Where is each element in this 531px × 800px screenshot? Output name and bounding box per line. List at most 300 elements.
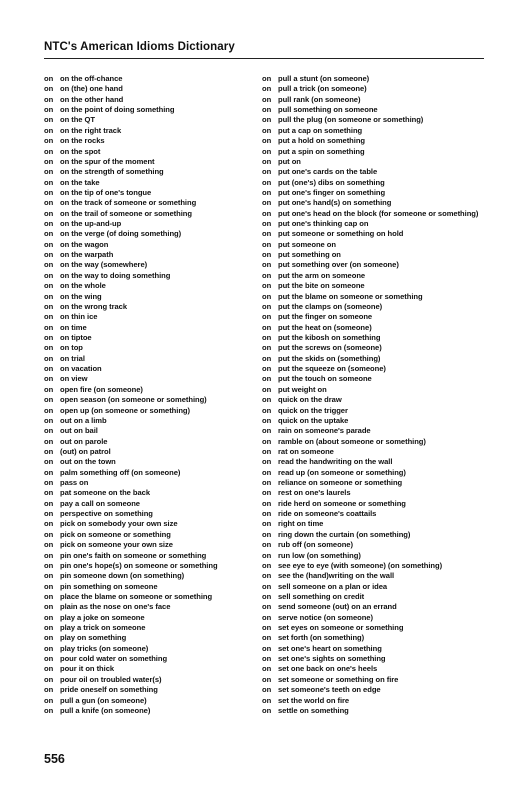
index-phrase: put one's hand(s) on something bbox=[278, 198, 392, 208]
index-keyword: on bbox=[262, 281, 272, 291]
index-keyword: on bbox=[44, 208, 54, 218]
index-entry bbox=[44, 312, 289, 322]
index-entry bbox=[44, 675, 289, 685]
index-phrase: see the (hand)writing on the wall bbox=[278, 571, 395, 581]
index-entry bbox=[262, 250, 507, 260]
index-entry bbox=[262, 551, 507, 561]
index-entry bbox=[44, 115, 289, 125]
index-phrase: pick on someone or something bbox=[60, 529, 171, 539]
index-keyword: on bbox=[262, 695, 272, 705]
index-phrase: put the blame on someone or something bbox=[278, 291, 423, 301]
index-phrase: serve notice (on someone) bbox=[278, 612, 373, 622]
index-keyword: on bbox=[44, 654, 54, 664]
index-phrase: on the right track bbox=[60, 125, 122, 135]
index-phrase: pick on someone your own size bbox=[60, 540, 173, 550]
index-entry bbox=[262, 126, 507, 136]
index-entry bbox=[262, 664, 507, 674]
index-keyword: on bbox=[262, 550, 272, 560]
index-phrase: on the other hand bbox=[60, 94, 124, 104]
index-phrase: set one's sights on something bbox=[278, 654, 386, 664]
index-entry bbox=[262, 219, 507, 229]
index-phrase: on the rocks bbox=[60, 136, 105, 146]
index-entry bbox=[262, 115, 507, 125]
index-phrase: out on parole bbox=[60, 436, 108, 446]
index-phrase: palm something off (on someone) bbox=[60, 467, 181, 477]
index-keyword: on bbox=[262, 125, 272, 135]
index-phrase: set someone's teeth on edge bbox=[278, 685, 381, 695]
index-phrase: on time bbox=[60, 322, 87, 332]
index-entry bbox=[262, 633, 507, 643]
index-keyword: on bbox=[262, 674, 272, 684]
index-entry bbox=[44, 457, 289, 467]
index-phrase: on the tip of one's tongue bbox=[60, 187, 152, 197]
index-phrase: ring down the curtain (on something) bbox=[278, 529, 411, 539]
index-keyword: on bbox=[262, 415, 272, 425]
index-entry bbox=[44, 354, 289, 364]
index-phrase: on the QT bbox=[60, 115, 95, 125]
index-phrase: set the world on fire bbox=[278, 695, 350, 705]
index-entry bbox=[44, 706, 289, 716]
index-keyword: on bbox=[262, 602, 272, 612]
index-keyword: on bbox=[262, 115, 272, 125]
index-phrase: put the bite on someone bbox=[278, 281, 365, 291]
index-phrase: perspective on something bbox=[60, 509, 153, 519]
index-keyword: on bbox=[44, 591, 54, 601]
index-keyword: on bbox=[44, 581, 54, 591]
index-entry bbox=[44, 84, 289, 94]
index-keyword: on bbox=[262, 581, 272, 591]
index-entry bbox=[44, 302, 289, 312]
index-keyword: on bbox=[262, 219, 272, 229]
index-phrase: play a joke on someone bbox=[60, 612, 145, 622]
index-entry bbox=[262, 499, 507, 509]
index-keyword: on bbox=[262, 384, 272, 394]
index-phrase: ride herd on someone or something bbox=[278, 498, 406, 508]
index-keyword: on bbox=[44, 332, 54, 342]
index-phrase: on the wagon bbox=[60, 239, 109, 249]
index-keyword: on bbox=[262, 705, 272, 715]
index-keyword: on bbox=[262, 374, 272, 384]
index-entry bbox=[262, 644, 507, 654]
index-keyword: on bbox=[262, 198, 272, 208]
index-entry bbox=[44, 696, 289, 706]
index-entry bbox=[262, 385, 507, 395]
index-keyword: on bbox=[44, 384, 54, 394]
index-keyword: on bbox=[44, 685, 54, 695]
index-entry bbox=[44, 198, 289, 208]
index-phrase: on the up-and-up bbox=[60, 219, 122, 229]
index-entry bbox=[44, 395, 289, 405]
index-entry bbox=[262, 571, 507, 581]
index-keyword: on bbox=[262, 685, 272, 695]
index-entry bbox=[262, 561, 507, 571]
index-keyword: on bbox=[44, 198, 54, 208]
index-entry bbox=[44, 623, 289, 633]
index-entry bbox=[262, 457, 507, 467]
index-entry bbox=[44, 136, 289, 146]
index-entry bbox=[44, 95, 289, 105]
index-entry bbox=[44, 385, 289, 395]
index-entry bbox=[44, 582, 289, 592]
index-keyword: on bbox=[262, 529, 272, 539]
index-phrase: reliance on someone or something bbox=[278, 478, 403, 488]
index-entry bbox=[44, 654, 289, 664]
index-entry bbox=[262, 364, 507, 374]
index-entry bbox=[262, 437, 507, 447]
index-keyword: on bbox=[44, 239, 54, 249]
index-keyword: on bbox=[262, 643, 272, 653]
index-entry bbox=[262, 105, 507, 115]
index-entry bbox=[262, 540, 507, 550]
index-keyword: on bbox=[262, 426, 272, 436]
index-entry bbox=[262, 157, 507, 167]
index-keyword: on bbox=[44, 509, 54, 519]
index-phrase: out on the town bbox=[60, 457, 116, 467]
index-phrase: pull rank (on someone) bbox=[278, 94, 361, 104]
index-keyword: on bbox=[44, 146, 54, 156]
index-phrase: on the way (somewhere) bbox=[60, 260, 148, 270]
index-phrase: quick on the uptake bbox=[278, 415, 349, 425]
index-keyword: on bbox=[44, 301, 54, 311]
index-phrase: put the kibosh on something bbox=[278, 332, 381, 342]
index-phrase: on vacation bbox=[60, 364, 102, 374]
index-entry bbox=[44, 437, 289, 447]
index-phrase: pull the plug (on someone or something) bbox=[278, 115, 424, 125]
index-keyword: on bbox=[44, 695, 54, 705]
index-phrase: play a trick on someone bbox=[60, 623, 146, 633]
index-entry bbox=[44, 644, 289, 654]
index-entry bbox=[262, 136, 507, 146]
index-keyword: on bbox=[44, 74, 54, 83]
index-phrase: sell someone on a plan or idea bbox=[278, 581, 388, 591]
index-entry bbox=[44, 271, 289, 281]
index-phrase: rat on someone bbox=[278, 446, 334, 456]
index-phrase: on the whole bbox=[60, 281, 106, 291]
index-phrase: put one's thinking cap on bbox=[278, 219, 369, 229]
index-phrase: put one's head on the block (for someone or something) bbox=[278, 208, 479, 218]
index-entry bbox=[44, 602, 289, 612]
index-phrase: run low (on something) bbox=[278, 550, 361, 560]
index-entry bbox=[262, 478, 507, 488]
index-keyword: on bbox=[44, 322, 54, 332]
index-entry bbox=[262, 240, 507, 250]
index-entry bbox=[262, 333, 507, 343]
index-phrase: put on bbox=[278, 156, 301, 166]
index-phrase: put (one's) dibs on something bbox=[278, 177, 385, 187]
index-entry bbox=[262, 602, 507, 612]
index-keyword: on bbox=[262, 343, 272, 353]
header-rule bbox=[44, 58, 484, 59]
index-phrase: put someone on bbox=[278, 239, 336, 249]
index-phrase: put the touch on someone bbox=[278, 374, 372, 384]
index-phrase: put the squeeze on (someone) bbox=[278, 364, 386, 374]
index-entry bbox=[44, 478, 289, 488]
index-phrase: on thin ice bbox=[60, 312, 98, 322]
index-keyword: on bbox=[44, 426, 54, 436]
index-phrase: put one's finger on something bbox=[278, 187, 386, 197]
index-phrase: on the point of doing something bbox=[60, 105, 175, 115]
index-entry bbox=[262, 281, 507, 291]
index-keyword: on bbox=[262, 488, 272, 498]
index-keyword: on bbox=[44, 674, 54, 684]
page-number: 556 bbox=[44, 752, 65, 766]
index-keyword: on bbox=[262, 332, 272, 342]
index-keyword: on bbox=[262, 291, 272, 301]
index-phrase: put weight on bbox=[278, 384, 327, 394]
index-entry bbox=[262, 302, 507, 312]
index-entry bbox=[262, 312, 507, 322]
index-phrase: play tricks (on someone) bbox=[60, 643, 149, 653]
index-entry bbox=[44, 126, 289, 136]
index-entry bbox=[44, 333, 289, 343]
index-keyword: on bbox=[44, 312, 54, 322]
index-phrase: set one's heart on something bbox=[278, 643, 382, 653]
index-keyword: on bbox=[44, 529, 54, 539]
index-entry bbox=[262, 623, 507, 633]
index-keyword: on bbox=[262, 509, 272, 519]
index-phrase: put someone or something on hold bbox=[278, 229, 404, 239]
index-keyword: on bbox=[262, 94, 272, 104]
index-entry bbox=[262, 416, 507, 426]
index-entry bbox=[262, 654, 507, 664]
index-phrase: put the screws on (someone) bbox=[278, 343, 382, 353]
index-keyword: on bbox=[262, 136, 272, 146]
index-keyword: on bbox=[44, 250, 54, 260]
index-keyword: on bbox=[44, 623, 54, 633]
index-keyword: on bbox=[44, 446, 54, 456]
index-entry bbox=[44, 178, 289, 188]
running-head: NTC's American Idioms Dictionary bbox=[44, 41, 235, 53]
index-keyword: on bbox=[262, 260, 272, 270]
index-keyword: on bbox=[44, 560, 54, 570]
index-entry bbox=[262, 675, 507, 685]
index-keyword: on bbox=[262, 457, 272, 467]
index-phrase: on the warpath bbox=[60, 250, 114, 260]
index-entry bbox=[44, 571, 289, 581]
index-phrase: on (the) one hand bbox=[60, 84, 123, 94]
index-entry bbox=[44, 519, 289, 529]
index-keyword: on bbox=[44, 405, 54, 415]
index-keyword: on bbox=[44, 705, 54, 715]
index-phrase: put the arm on someone bbox=[278, 270, 366, 280]
index-phrase: settle on something bbox=[278, 705, 349, 715]
index-phrase: rest on one's laurels bbox=[278, 488, 351, 498]
index-keyword: on bbox=[44, 281, 54, 291]
index-entry bbox=[262, 167, 507, 177]
index-entry bbox=[262, 582, 507, 592]
index-keyword: on bbox=[262, 364, 272, 374]
index-keyword: on bbox=[44, 550, 54, 560]
index-keyword: on bbox=[262, 654, 272, 664]
index-keyword: on bbox=[44, 84, 54, 94]
index-entry bbox=[44, 343, 289, 353]
index-keyword: on bbox=[262, 84, 272, 94]
index-phrase: rain on someone's parade bbox=[278, 426, 371, 436]
index-entry bbox=[44, 499, 289, 509]
index-phrase: pour it on thick bbox=[60, 664, 115, 674]
index-entry bbox=[44, 447, 289, 457]
index-entry bbox=[44, 685, 289, 695]
index-entry bbox=[262, 198, 507, 208]
index-phrase: read the handwriting on the wall bbox=[278, 457, 393, 467]
index-entry bbox=[44, 540, 289, 550]
index-phrase: set one back on one's heels bbox=[278, 664, 378, 674]
index-keyword: on bbox=[44, 177, 54, 187]
index-phrase: put the finger on someone bbox=[278, 312, 373, 322]
index-entry bbox=[44, 260, 289, 270]
index-phrase: on the spot bbox=[60, 146, 101, 156]
index-phrase: pat someone on the back bbox=[60, 488, 150, 498]
index-phrase: quick on the trigger bbox=[278, 405, 348, 415]
index-phrase: on the spur of the moment bbox=[60, 156, 155, 166]
index-phrase: on the track of someone or something bbox=[60, 198, 197, 208]
index-phrase: set eyes on someone or something bbox=[278, 623, 404, 633]
index-keyword: on bbox=[262, 239, 272, 249]
index-keyword: on bbox=[262, 478, 272, 488]
index-entry bbox=[44, 105, 289, 115]
index-phrase: on the off-chance bbox=[60, 74, 123, 83]
index-entry bbox=[262, 685, 507, 695]
index-phrase: set forth (on something) bbox=[278, 633, 365, 643]
index-entry bbox=[262, 74, 507, 84]
index-keyword: on bbox=[262, 250, 272, 260]
index-keyword: on bbox=[44, 571, 54, 581]
index-entry bbox=[44, 209, 289, 219]
index-keyword: on bbox=[44, 94, 54, 104]
index-phrase: on the take bbox=[60, 177, 100, 187]
index-keyword: on bbox=[262, 322, 272, 332]
index-keyword: on bbox=[262, 395, 272, 405]
index-keyword: on bbox=[44, 643, 54, 653]
index-phrase: open up (on someone or something) bbox=[60, 405, 190, 415]
index-keyword: on bbox=[44, 519, 54, 529]
index-phrase: see eye to eye (with someone) (on something) bbox=[278, 560, 443, 570]
index-phrase: place the blame on someone or something bbox=[60, 591, 213, 601]
index-entry bbox=[262, 395, 507, 405]
index-entry bbox=[44, 188, 289, 198]
index-phrase: pin one's faith on someone or something bbox=[60, 550, 207, 560]
index-entry bbox=[44, 561, 289, 571]
index-keyword: on bbox=[44, 229, 54, 239]
index-phrase: right on time bbox=[278, 519, 324, 529]
index-entry bbox=[262, 354, 507, 364]
index-keyword: on bbox=[262, 664, 272, 674]
index-entry bbox=[44, 374, 289, 384]
index-phrase: quick on the draw bbox=[278, 395, 342, 405]
index-phrase: read up (on someone or something) bbox=[278, 467, 406, 477]
index-entry bbox=[44, 250, 289, 260]
index-keyword: on bbox=[44, 457, 54, 467]
index-phrase: on the way to doing something bbox=[60, 270, 171, 280]
index-entry bbox=[262, 468, 507, 478]
index-phrase: send someone (out) on an errand bbox=[278, 602, 397, 612]
index-phrase: on trial bbox=[60, 353, 85, 363]
index-entry bbox=[262, 84, 507, 94]
index-keyword: on bbox=[44, 187, 54, 197]
index-phrase: on the wrong track bbox=[60, 301, 128, 311]
index-entry bbox=[44, 530, 289, 540]
index-entry bbox=[44, 488, 289, 498]
index-phrase: set someone or something on fire bbox=[278, 674, 399, 684]
index-keyword: on bbox=[262, 105, 272, 115]
index-phrase: put a cap on something bbox=[278, 125, 363, 135]
index-phrase: pull a stunt (on someone) bbox=[278, 74, 370, 83]
index-entry bbox=[44, 406, 289, 416]
index-entry bbox=[262, 178, 507, 188]
index-keyword: on bbox=[262, 208, 272, 218]
index-keyword: on bbox=[44, 156, 54, 166]
index-phrase: pour cold water on something bbox=[60, 654, 168, 664]
index-keyword: on bbox=[262, 187, 272, 197]
index-entry bbox=[44, 426, 289, 436]
index-phrase: rub off (on someone) bbox=[278, 540, 353, 550]
index-keyword: on bbox=[44, 270, 54, 280]
index-entry bbox=[262, 209, 507, 219]
index-phrase: on the strength of something bbox=[60, 167, 164, 177]
index-keyword: on bbox=[262, 301, 272, 311]
index-entry bbox=[262, 95, 507, 105]
index-phrase: out on bail bbox=[60, 426, 98, 436]
index-phrase: put something over (on someone) bbox=[278, 260, 399, 270]
index-phrase: on view bbox=[60, 374, 88, 384]
index-keyword: on bbox=[262, 498, 272, 508]
index-keyword: on bbox=[262, 436, 272, 446]
index-phrase: out on a limb bbox=[60, 415, 107, 425]
index-phrase: ride on someone's coattails bbox=[278, 509, 377, 519]
index-entry bbox=[262, 374, 507, 384]
index-entry bbox=[262, 696, 507, 706]
index-keyword: on bbox=[262, 146, 272, 156]
index-keyword: on bbox=[44, 498, 54, 508]
index-entry bbox=[262, 530, 507, 540]
index-entry bbox=[44, 613, 289, 623]
index-keyword: on bbox=[44, 602, 54, 612]
index-phrase: pull a knife (on someone) bbox=[60, 705, 151, 715]
index-entry bbox=[44, 240, 289, 250]
index-keyword: on bbox=[262, 519, 272, 529]
index-entry bbox=[262, 592, 507, 602]
index-phrase: on top bbox=[60, 343, 83, 353]
index-entry bbox=[44, 219, 289, 229]
index-keyword: on bbox=[262, 74, 272, 83]
index-entry bbox=[44, 364, 289, 374]
index-phrase: put one's cards on the table bbox=[278, 167, 378, 177]
index-phrase: put something on bbox=[278, 250, 341, 260]
index-keyword: on bbox=[262, 623, 272, 633]
index-phrase: put the skids on (something) bbox=[278, 353, 381, 363]
index-keyword: on bbox=[44, 105, 54, 115]
index-phrase: open season (on someone or something) bbox=[60, 395, 207, 405]
index-keyword: on bbox=[44, 136, 54, 146]
index-keyword: on bbox=[262, 177, 272, 187]
index-entry bbox=[44, 281, 289, 291]
index-keyword: on bbox=[44, 633, 54, 643]
index-entry bbox=[262, 706, 507, 716]
index-keyword: on bbox=[262, 540, 272, 550]
index-entry bbox=[262, 519, 507, 529]
index-entry bbox=[262, 343, 507, 353]
index-phrase: pin one's hope(s) on someone or something bbox=[60, 560, 218, 570]
index-entry bbox=[262, 447, 507, 457]
index-keyword: on bbox=[44, 540, 54, 550]
index-entry bbox=[262, 488, 507, 498]
index-keyword: on bbox=[44, 219, 54, 229]
index-keyword: on bbox=[44, 415, 54, 425]
index-phrase: put a hold on something bbox=[278, 136, 366, 146]
index-phrase: on tiptoe bbox=[60, 332, 92, 342]
index-entry bbox=[262, 188, 507, 198]
index-keyword: on bbox=[262, 446, 272, 456]
